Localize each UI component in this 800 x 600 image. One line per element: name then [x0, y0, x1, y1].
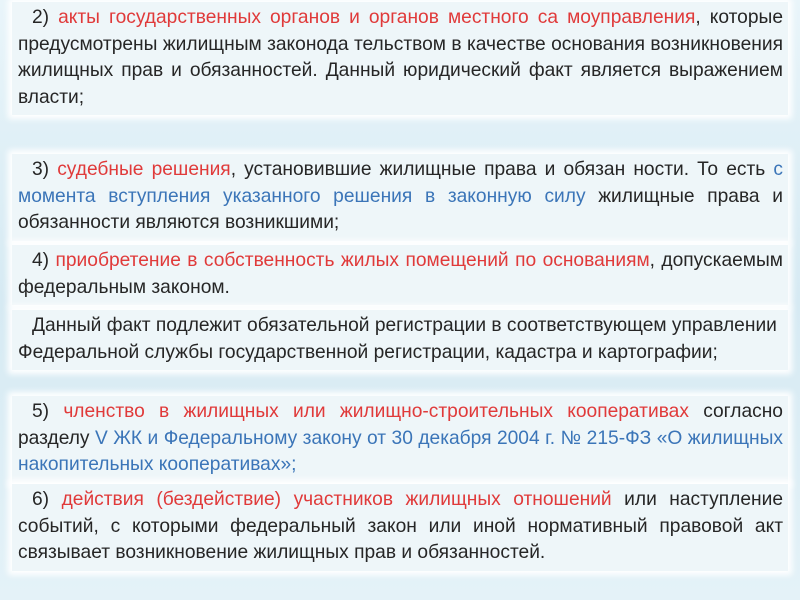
- paragraph-acquisition: [12, 245, 788, 305]
- paragraph-text: , которые предусмотрены жилищным законода тельством в качестве основания возникновения жилищных прав и обязанностей. Данный юридический факт является выражением власти;: [18, 7, 783, 108]
- paragraph-text: жилищные права и обязанности являются возникшими;: [18, 185, 783, 233]
- highlight-blue: V ЖК и Федеральному закону от 30 декабря 2004 г. № 215-ФЗ «О жилищных накопительных кооперативах»;: [18, 427, 783, 475]
- item-number: 2): [32, 7, 59, 28]
- highlight-red: акты государственных органов и органов местного са моуправления: [58, 7, 696, 28]
- paragraph-text: , допускаемым федеральным законом.: [18, 250, 783, 298]
- item-number: 3): [32, 159, 58, 180]
- item-number: 4): [32, 250, 56, 271]
- paragraph-registration: [12, 310, 788, 370]
- paragraph-membership: [12, 396, 788, 483]
- item-number: 6): [32, 489, 62, 510]
- item-number: 5): [32, 401, 64, 422]
- paragraph-text: , установившие жилищные права и обязан ности. То есть: [230, 159, 774, 180]
- highlight-red: действия (бездействие) участников жилищных отношений: [61, 489, 612, 510]
- paragraph-actions-events: [12, 484, 788, 571]
- highlight-red: членство в жилищных или жилищно-строительных кооперативах: [63, 401, 689, 422]
- highlight-red: судебные решения: [57, 159, 231, 180]
- paragraph-text: Данный факт подлежит обязательной регистрации в соответствующем управлении Федеральной службы государственной регистрации, кадастра и картографии;: [18, 315, 777, 363]
- paragraph-text: или наступление событий, с которыми федеральный закон или иной нормативный правовой акт связывает возникновение жилищных прав и обязанностей.: [18, 489, 783, 563]
- paragraph-text: согласно разделу: [18, 401, 783, 449]
- highlight-red: приобретение в собственность жилых помещений по основаниям: [55, 250, 650, 271]
- highlight-blue: с момента вступления указанного решения в законную силу: [18, 159, 783, 207]
- paragraph-court-decisions: [12, 154, 788, 241]
- paragraph-acts-of-authorities: [12, 2, 788, 115]
